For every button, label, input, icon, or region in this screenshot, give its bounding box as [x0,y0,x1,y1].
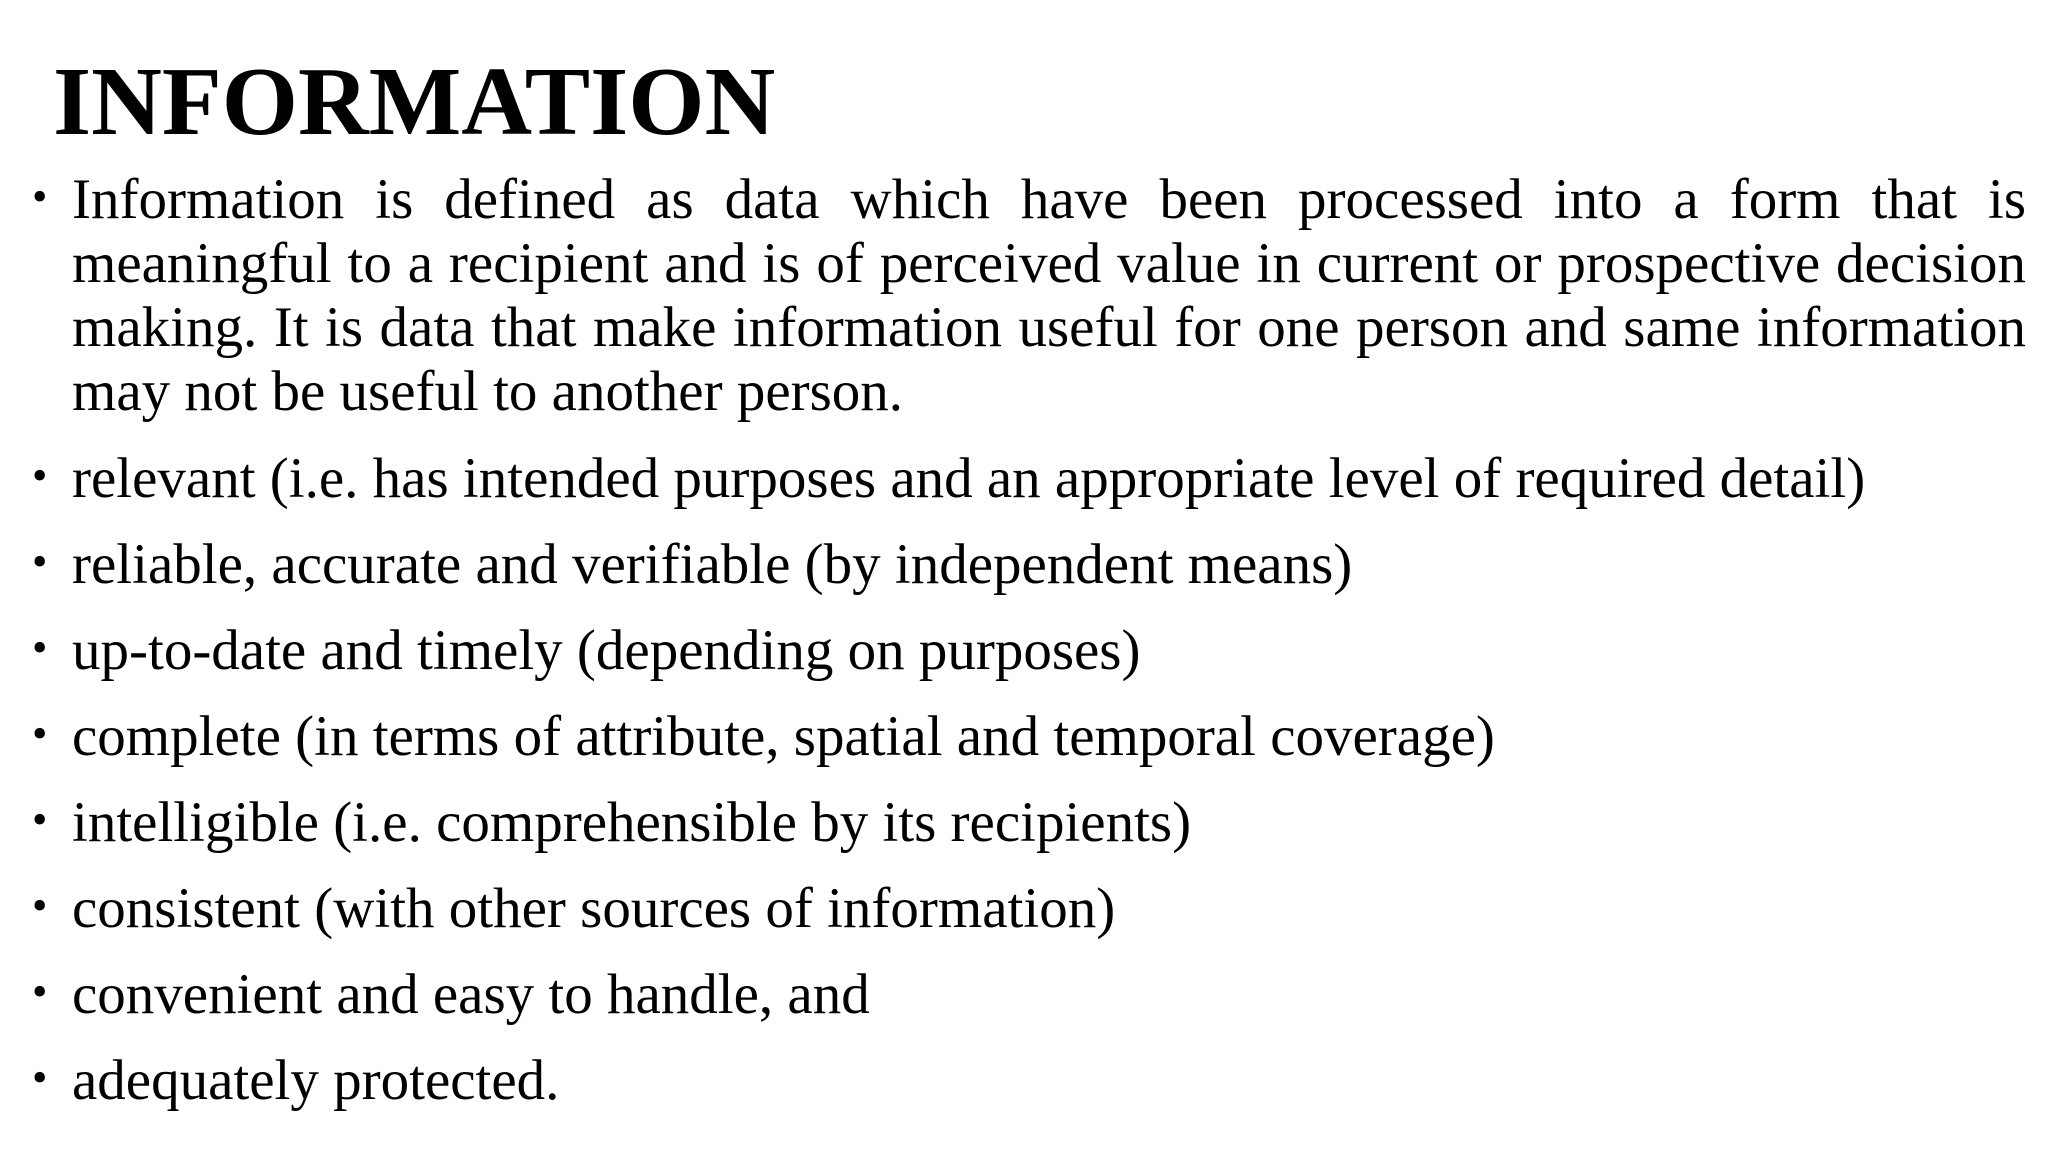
bullet-text: consistent (with other sources of information) [72,877,1116,940]
bullet-text: Information is defined as data which have been processed into a form that is meaningful to a recipient and is of perceived value in current or prospective decision making. It is data that make information useful for one person and same information may not be useful to another person. [72,168,2026,423]
bullet-dot-icon: • [32,537,48,586]
bullet-item-consistent [30,877,2026,941]
bullet-dot-icon: • [32,881,48,930]
bullet-text: reliable, accurate and verifiable (by independent means) [72,533,1353,596]
bullet-item-complete [30,705,2026,769]
bullet-dot-icon: • [32,172,48,221]
bullet-text: up-to-date and timely (depending on purposes) [72,619,1141,682]
bullet-item-convenient [30,963,2026,1027]
bullet-text: relevant (i.e. has intended purposes and an appropriate level of required detail) [72,447,1866,510]
bullet-dot-icon: • [32,451,48,500]
bullet-item-protected [30,1049,2026,1113]
bullet-dot-icon: • [32,967,48,1016]
bullet-dot-icon: • [32,709,48,758]
bullet-text: complete (in terms of attribute, spatial and temporal coverage) [72,705,1495,768]
bullet-item-intelligible [30,791,2026,855]
bullet-item-definition [30,168,2026,424]
bullet-text: convenient and easy to handle, and [72,963,870,1026]
bullet-dot-icon: • [32,1053,48,1102]
bullet-item-reliable [30,533,2026,597]
slide-title: INFORMATION [53,48,776,156]
bullet-list [30,168,2026,1135]
bullet-item-up-to-date [30,619,2026,683]
bullet-dot-icon: • [32,795,48,844]
bullet-text: intelligible (i.e. comprehensible by its recipients) [72,791,1192,854]
bullet-dot-icon: • [32,623,48,672]
bullet-item-relevant [30,447,2026,511]
bullet-text: adequately protected. [72,1049,560,1112]
